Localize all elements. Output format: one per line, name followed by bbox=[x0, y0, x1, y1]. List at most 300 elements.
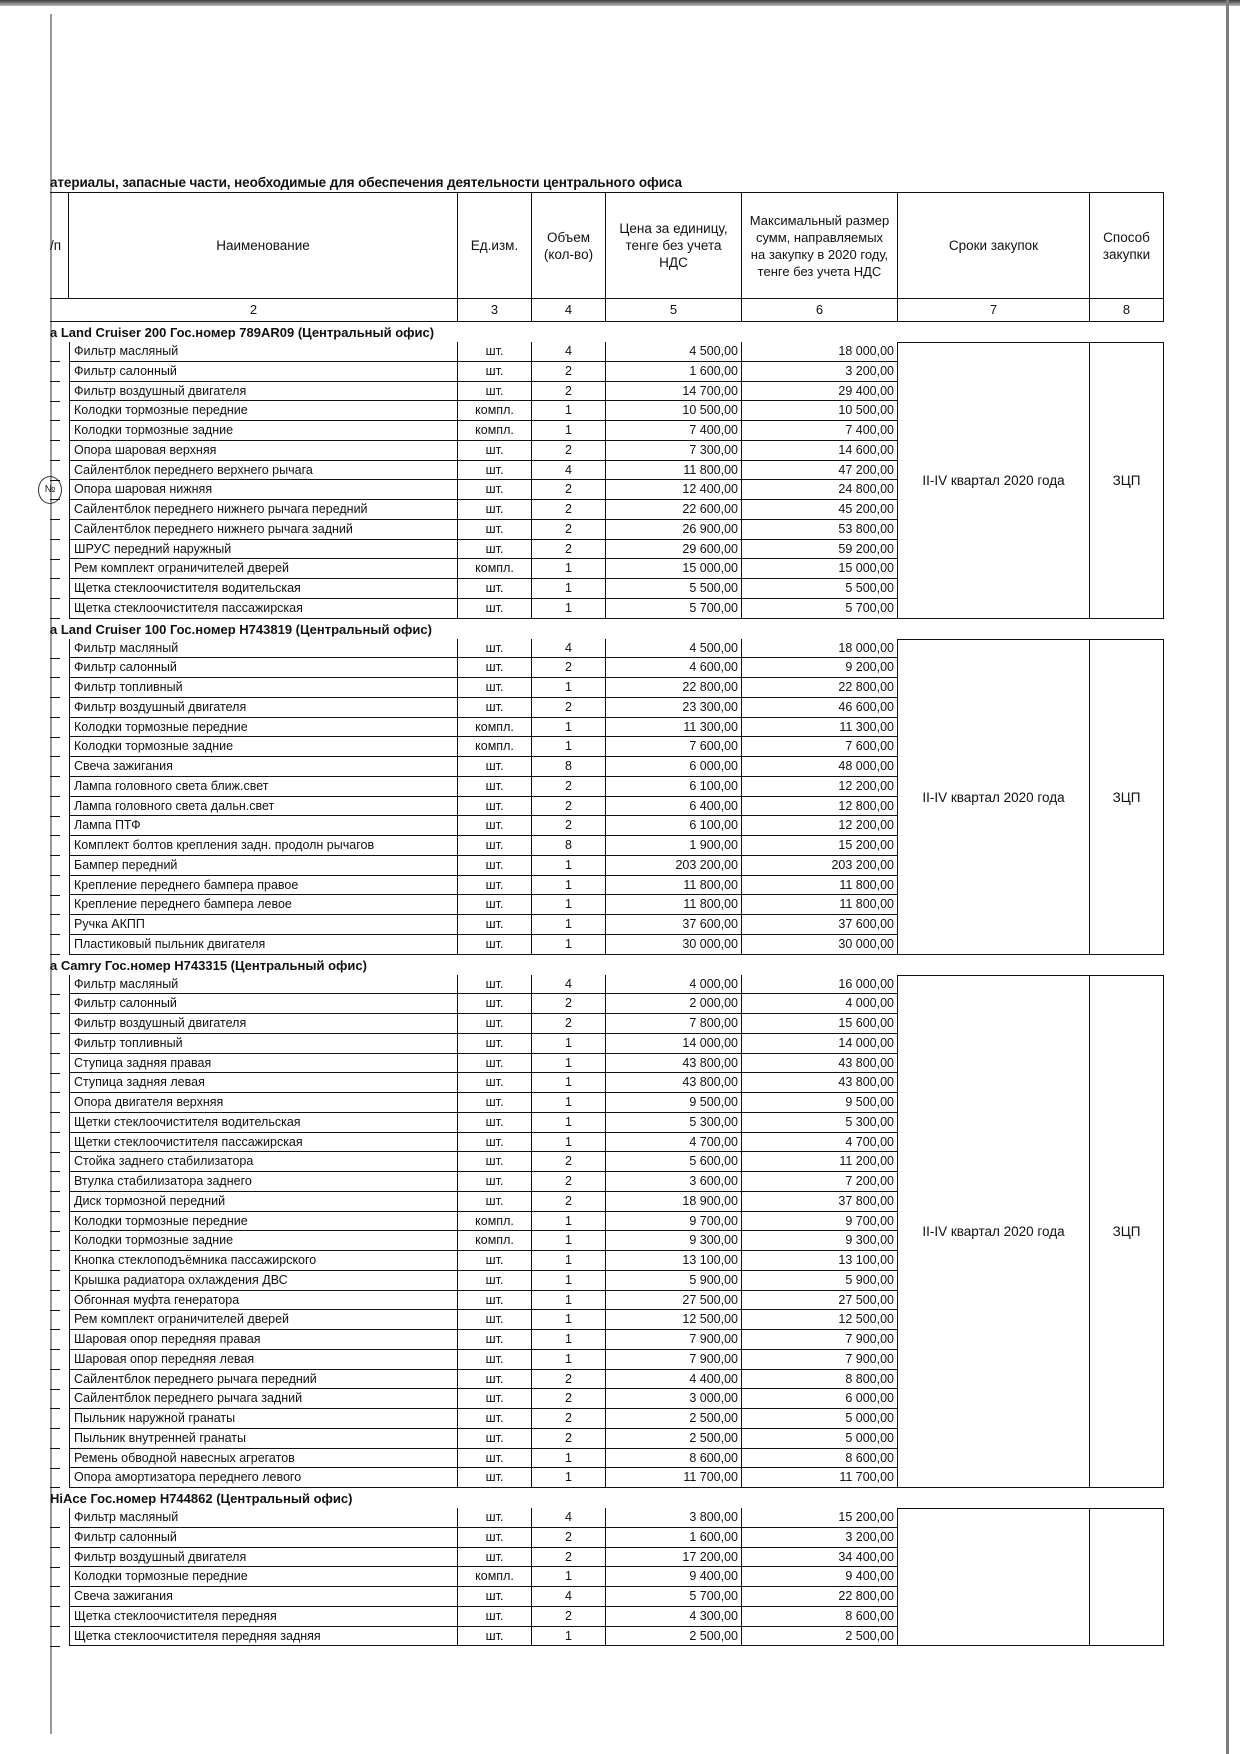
item-price: 1 600,00 bbox=[606, 362, 742, 382]
item-price: 5 900,00 bbox=[606, 1271, 742, 1291]
row-number-cell bbox=[50, 1034, 60, 1054]
item-name: Шаровая опор передняя левая bbox=[69, 1350, 458, 1370]
row-number-cell bbox=[50, 639, 60, 659]
item-max-sum: 12 800,00 bbox=[742, 797, 898, 816]
purchase-method bbox=[1090, 1508, 1164, 1646]
item-name: Фильтр топливный bbox=[69, 678, 458, 698]
item-qty: 1 bbox=[532, 421, 606, 441]
item-price: 29 600,00 bbox=[606, 540, 742, 559]
item-price: 2 500,00 bbox=[606, 1429, 742, 1449]
row-number-cell bbox=[50, 1627, 60, 1647]
colnum-2: 2 bbox=[50, 298, 458, 322]
item-max-sum: 22 800,00 bbox=[742, 1587, 898, 1607]
item-max-sum: 14 600,00 bbox=[742, 441, 898, 461]
item-name: Щетка стеклоочистителя пассажирская bbox=[69, 599, 458, 619]
purchase-method: ЗЦП bbox=[1090, 639, 1164, 955]
item-max-sum: 4 000,00 bbox=[742, 994, 898, 1014]
item-max-sum: 8 600,00 bbox=[742, 1607, 898, 1627]
item-unit: шт. bbox=[458, 1251, 532, 1271]
purchase-term bbox=[898, 1508, 1090, 1646]
item-qty: 2 bbox=[532, 382, 606, 401]
item-max-sum: 11 800,00 bbox=[742, 876, 898, 895]
item-unit: шт. bbox=[458, 678, 532, 698]
item-max-sum: 15 200,00 bbox=[742, 1508, 898, 1528]
item-name: Фильтр масляный bbox=[69, 1508, 458, 1528]
colnum-7: 7 bbox=[898, 298, 1090, 322]
header-price: Цена за единицу, тенге без учета НДС bbox=[606, 192, 742, 298]
item-unit: шт. bbox=[458, 1350, 532, 1370]
item-price: 2 500,00 bbox=[606, 1627, 742, 1646]
header-max: Максимальный размер сумм, направляемых на закупку в 2020 году, тенге без учета НДС bbox=[742, 192, 898, 298]
row-number-cell bbox=[50, 1370, 60, 1390]
row-number-cell bbox=[50, 1310, 60, 1330]
item-max-sum: 11 700,00 bbox=[742, 1468, 898, 1488]
item-price: 3 600,00 bbox=[606, 1172, 742, 1192]
purchase-method: ЗЦП bbox=[1090, 342, 1164, 619]
item-unit: шт. bbox=[458, 1014, 532, 1034]
item-qty: 1 bbox=[532, 1073, 606, 1093]
item-name: Фильтр масляный bbox=[69, 975, 458, 994]
item-qty: 1 bbox=[532, 1113, 606, 1133]
item-unit: шт. bbox=[458, 1073, 532, 1093]
item-price: 7 800,00 bbox=[606, 1014, 742, 1034]
item-qty: 1 bbox=[532, 678, 606, 698]
item-qty: 4 bbox=[532, 1508, 606, 1528]
item-qty: 1 bbox=[532, 1271, 606, 1291]
item-price: 4 400,00 bbox=[606, 1370, 742, 1389]
item-price: 26 900,00 bbox=[606, 520, 742, 540]
item-name: Фильтр воздушный двигателя bbox=[69, 1014, 458, 1034]
item-name: Щетка стеклоочистителя водительская bbox=[69, 579, 458, 599]
item-qty: 1 bbox=[532, 915, 606, 935]
item-unit: шт. bbox=[458, 797, 532, 816]
item-price: 11 800,00 bbox=[606, 876, 742, 895]
item-price: 22 800,00 bbox=[606, 678, 742, 698]
item-price: 9 300,00 bbox=[606, 1231, 742, 1251]
item-qty: 1 bbox=[532, 1133, 606, 1152]
item-price: 4 600,00 bbox=[606, 658, 742, 678]
item-unit: шт. bbox=[458, 816, 532, 836]
purchase-term: II-IV квартал 2020 года bbox=[898, 975, 1090, 1488]
item-price: 5 600,00 bbox=[606, 1152, 742, 1172]
item-price: 43 800,00 bbox=[606, 1054, 742, 1073]
item-price: 2 000,00 bbox=[606, 994, 742, 1014]
item-max-sum: 7 900,00 bbox=[742, 1350, 898, 1370]
item-name: Лампа головного света дальн.свет bbox=[69, 797, 458, 816]
item-qty: 8 bbox=[532, 757, 606, 777]
item-name: Опора амортизатора переднего левого bbox=[69, 1468, 458, 1488]
row-number-cell bbox=[50, 540, 60, 560]
item-unit: шт. bbox=[458, 975, 532, 994]
item-max-sum: 11 300,00 bbox=[742, 718, 898, 737]
item-name: Крепление переднего бампера левое bbox=[69, 895, 458, 915]
item-qty: 2 bbox=[532, 1370, 606, 1389]
item-name: Колодки тормозные передние bbox=[69, 401, 458, 421]
item-max-sum: 34 400,00 bbox=[742, 1548, 898, 1567]
item-qty: 2 bbox=[532, 520, 606, 540]
item-name: Фильтр салонный bbox=[69, 362, 458, 382]
item-max-sum: 5 300,00 bbox=[742, 1113, 898, 1133]
item-max-sum: 8 600,00 bbox=[742, 1449, 898, 1468]
item-qty: 1 bbox=[532, 1350, 606, 1370]
item-unit: шт. bbox=[458, 836, 532, 856]
item-max-sum: 30 000,00 bbox=[742, 935, 898, 955]
item-name: Крепление переднего бампера правое bbox=[69, 876, 458, 895]
row-number-cell bbox=[50, 1508, 60, 1528]
row-number-cell bbox=[50, 1093, 60, 1113]
item-max-sum: 4 700,00 bbox=[742, 1133, 898, 1152]
item-max-sum: 22 800,00 bbox=[742, 678, 898, 698]
item-name: Кнопка стеклоподъёмника пассажирского bbox=[69, 1251, 458, 1271]
item-price: 11 800,00 bbox=[606, 461, 742, 480]
item-qty: 2 bbox=[532, 797, 606, 816]
item-price: 17 200,00 bbox=[606, 1548, 742, 1567]
item-qty: 2 bbox=[532, 500, 606, 520]
item-unit: шт. bbox=[458, 382, 532, 401]
item-price: 37 600,00 bbox=[606, 915, 742, 935]
item-qty: 8 bbox=[532, 836, 606, 856]
item-unit: шт. bbox=[458, 1291, 532, 1310]
section-title: HiAce Гос.номер H744862 (Центральный офис) bbox=[50, 1491, 353, 1506]
item-name: Шаровая опор передняя правая bbox=[69, 1330, 458, 1350]
item-qty: 1 bbox=[532, 1627, 606, 1646]
item-qty: 2 bbox=[532, 1152, 606, 1172]
item-max-sum: 37 800,00 bbox=[742, 1192, 898, 1212]
item-max-sum: 53 800,00 bbox=[742, 520, 898, 540]
item-max-sum: 8 800,00 bbox=[742, 1370, 898, 1389]
item-max-sum: 18 000,00 bbox=[742, 639, 898, 658]
item-price: 7 400,00 bbox=[606, 421, 742, 441]
row-number-cell bbox=[50, 1548, 60, 1568]
row-number-cell bbox=[50, 1133, 60, 1153]
item-qty: 1 bbox=[532, 1567, 606, 1587]
item-qty: 1 bbox=[532, 1231, 606, 1251]
item-qty: 4 bbox=[532, 975, 606, 994]
item-name: Фильтр салонный bbox=[69, 994, 458, 1014]
row-number-cell bbox=[50, 1528, 60, 1548]
item-name: Ступица задняя левая bbox=[69, 1073, 458, 1093]
item-max-sum: 46 600,00 bbox=[742, 698, 898, 718]
item-name: Пыльник внутренней гранаты bbox=[69, 1429, 458, 1449]
row-number-cell bbox=[50, 718, 60, 738]
row-number-cell bbox=[50, 935, 60, 955]
row-number-cell bbox=[50, 1409, 60, 1429]
section-title: а Camry Гос.номер H743315 (Центральный офис) bbox=[50, 957, 367, 973]
item-price: 3 800,00 bbox=[606, 1508, 742, 1528]
item-max-sum: 45 200,00 bbox=[742, 500, 898, 520]
colnum-3: 3 bbox=[458, 298, 532, 322]
row-number-cell bbox=[50, 975, 60, 995]
item-qty: 2 bbox=[532, 698, 606, 718]
item-unit: компл. bbox=[458, 737, 532, 757]
item-name: Рем комплект ограничителей дверей bbox=[69, 1310, 458, 1330]
item-name: Сайлентблок переднего нижнего рычага передний bbox=[69, 500, 458, 520]
item-price: 13 100,00 bbox=[606, 1251, 742, 1271]
item-price: 27 500,00 bbox=[606, 1291, 742, 1310]
item-qty: 4 bbox=[532, 1587, 606, 1607]
item-name: Колодки тормозные задние bbox=[69, 421, 458, 441]
item-qty: 2 bbox=[532, 1172, 606, 1192]
registration-stamp: № bbox=[38, 476, 62, 504]
item-max-sum: 24 800,00 bbox=[742, 480, 898, 500]
item-qty: 2 bbox=[532, 1607, 606, 1627]
item-max-sum: 48 000,00 bbox=[742, 757, 898, 777]
item-unit: компл. bbox=[458, 559, 532, 579]
row-number-cell bbox=[50, 836, 60, 856]
item-qty: 2 bbox=[532, 777, 606, 797]
row-number-cell bbox=[50, 1271, 60, 1291]
item-max-sum: 15 200,00 bbox=[742, 836, 898, 856]
item-name: Рем комплект ограничителей дверей bbox=[69, 559, 458, 579]
row-number-cell bbox=[50, 520, 60, 540]
item-unit: шт. bbox=[458, 1468, 532, 1488]
document-title: атериалы, запасные части, необходимые для обеспечения деятельности центрального офиса bbox=[50, 175, 682, 190]
row-number-cell bbox=[50, 1429, 60, 1449]
item-price: 8 600,00 bbox=[606, 1449, 742, 1468]
row-number-cell bbox=[50, 876, 60, 896]
item-qty: 1 bbox=[532, 1291, 606, 1310]
item-unit: шт. bbox=[458, 994, 532, 1014]
item-unit: шт. bbox=[458, 856, 532, 876]
item-max-sum: 43 800,00 bbox=[742, 1054, 898, 1073]
item-max-sum: 37 600,00 bbox=[742, 915, 898, 935]
item-name: Фильтр масляный bbox=[69, 639, 458, 658]
item-qty: 2 bbox=[532, 994, 606, 1014]
item-max-sum: 11 800,00 bbox=[742, 895, 898, 915]
item-price: 11 300,00 bbox=[606, 718, 742, 737]
item-unit: шт. bbox=[458, 1389, 532, 1409]
item-unit: компл. bbox=[458, 1212, 532, 1231]
row-number-cell bbox=[50, 1054, 60, 1074]
row-number-cell bbox=[50, 559, 60, 579]
item-price: 12 500,00 bbox=[606, 1310, 742, 1330]
item-unit: шт. bbox=[458, 935, 532, 955]
item-max-sum: 15 600,00 bbox=[742, 1014, 898, 1034]
item-name: Щетка стеклоочистителя передняя задняя bbox=[69, 1627, 458, 1646]
item-price: 14 000,00 bbox=[606, 1034, 742, 1054]
row-number-cell bbox=[50, 1113, 60, 1133]
item-price: 5 500,00 bbox=[606, 579, 742, 599]
colnum-5: 5 bbox=[606, 298, 742, 322]
item-qty: 1 bbox=[532, 401, 606, 421]
item-qty: 4 bbox=[532, 461, 606, 480]
item-unit: шт. bbox=[458, 757, 532, 777]
item-unit: шт. bbox=[458, 777, 532, 797]
item-price: 6 100,00 bbox=[606, 777, 742, 797]
row-number-cell bbox=[50, 757, 60, 777]
item-unit: шт. bbox=[458, 698, 532, 718]
item-price: 18 900,00 bbox=[606, 1192, 742, 1212]
row-number-cell bbox=[50, 1587, 60, 1607]
item-qty: 1 bbox=[532, 1054, 606, 1073]
item-max-sum: 3 200,00 bbox=[742, 362, 898, 382]
row-number-cell bbox=[50, 1073, 60, 1093]
item-name: Щетки стеклоочистителя водительская bbox=[69, 1113, 458, 1133]
item-price: 5 700,00 bbox=[606, 1587, 742, 1607]
item-price: 7 900,00 bbox=[606, 1350, 742, 1370]
item-qty: 2 bbox=[532, 540, 606, 559]
row-number-cell bbox=[50, 1330, 60, 1350]
row-number-cell bbox=[50, 599, 60, 619]
item-qty: 1 bbox=[532, 1251, 606, 1271]
item-unit: шт. bbox=[458, 1587, 532, 1607]
item-max-sum: 3 200,00 bbox=[742, 1528, 898, 1548]
item-name: Сайлентблок переднего рычага передний bbox=[69, 1370, 458, 1389]
item-max-sum: 5 700,00 bbox=[742, 599, 898, 619]
row-number-cell bbox=[50, 777, 60, 797]
item-price: 2 500,00 bbox=[606, 1409, 742, 1429]
item-max-sum: 47 200,00 bbox=[742, 461, 898, 480]
item-max-sum: 29 400,00 bbox=[742, 382, 898, 401]
item-unit: шт. bbox=[458, 1133, 532, 1152]
item-name: Диск тормозной передний bbox=[69, 1192, 458, 1212]
item-qty: 2 bbox=[532, 658, 606, 678]
item-qty: 1 bbox=[532, 1330, 606, 1350]
item-max-sum: 2 500,00 bbox=[742, 1627, 898, 1646]
header-num: /п bbox=[50, 192, 69, 298]
item-max-sum: 203 200,00 bbox=[742, 856, 898, 876]
item-max-sum: 13 100,00 bbox=[742, 1251, 898, 1271]
item-name: Свеча зажигания bbox=[69, 1587, 458, 1607]
item-name: Опора шаровая верхняя bbox=[69, 441, 458, 461]
row-number-cell bbox=[50, 382, 60, 402]
row-number-cell bbox=[50, 421, 60, 441]
item-max-sum: 12 200,00 bbox=[742, 777, 898, 797]
row-number-cell bbox=[50, 1350, 60, 1370]
item-qty: 1 bbox=[532, 579, 606, 599]
item-unit: шт. bbox=[458, 1409, 532, 1429]
row-number-cell bbox=[50, 401, 60, 421]
item-unit: шт. bbox=[458, 1528, 532, 1548]
item-name: Сайлентблок переднего верхнего рычага bbox=[69, 461, 458, 480]
item-max-sum: 7 600,00 bbox=[742, 737, 898, 757]
item-unit: шт. bbox=[458, 1627, 532, 1646]
item-name: Фильтр салонный bbox=[69, 1528, 458, 1548]
row-number-cell bbox=[50, 737, 60, 757]
item-unit: компл. bbox=[458, 421, 532, 441]
item-name: Фильтр салонный bbox=[69, 658, 458, 678]
item-name: Комплект болтов крепления задн. продолн рычагов bbox=[69, 836, 458, 856]
item-max-sum: 12 200,00 bbox=[742, 816, 898, 836]
row-number-cell bbox=[50, 1231, 60, 1251]
item-name: Пластиковый пыльник двигателя bbox=[69, 935, 458, 955]
item-qty: 1 bbox=[532, 1034, 606, 1054]
item-unit: шт. bbox=[458, 1034, 532, 1054]
item-price: 9 400,00 bbox=[606, 1567, 742, 1587]
item-price: 15 000,00 bbox=[606, 559, 742, 579]
item-unit: шт. bbox=[458, 362, 532, 382]
item-name: Колодки тормозные задние bbox=[69, 1231, 458, 1251]
item-unit: шт. bbox=[458, 1271, 532, 1291]
item-unit: шт. bbox=[458, 1548, 532, 1567]
item-unit: шт. bbox=[458, 599, 532, 619]
item-name: Опора двигателя верхняя bbox=[69, 1093, 458, 1113]
item-name: Пыльник наружной гранаты bbox=[69, 1409, 458, 1429]
item-unit: шт. bbox=[458, 639, 532, 658]
item-qty: 1 bbox=[532, 1310, 606, 1330]
item-name: Лампа ПТФ bbox=[69, 816, 458, 836]
item-price: 6 000,00 bbox=[606, 757, 742, 777]
item-qty: 1 bbox=[532, 599, 606, 619]
row-number-cell bbox=[50, 1152, 60, 1172]
item-max-sum: 5 000,00 bbox=[742, 1409, 898, 1429]
item-price: 11 700,00 bbox=[606, 1468, 742, 1488]
item-max-sum: 9 300,00 bbox=[742, 1231, 898, 1251]
header-qty: Объем (кол-во) bbox=[532, 192, 606, 298]
section-title: а Land Cruiser 100 Гос.номер H743819 (Центральный офис) bbox=[50, 621, 432, 637]
item-name: Фильтр воздушный двигателя bbox=[69, 382, 458, 401]
row-number-cell bbox=[50, 1468, 60, 1488]
item-qty: 1 bbox=[532, 876, 606, 895]
item-qty: 4 bbox=[532, 342, 606, 362]
item-qty: 2 bbox=[532, 816, 606, 836]
item-price: 9 500,00 bbox=[606, 1093, 742, 1113]
item-unit: шт. bbox=[458, 1370, 532, 1389]
row-number-cell bbox=[50, 500, 60, 520]
item-unit: компл. bbox=[458, 718, 532, 737]
item-unit: шт. bbox=[458, 658, 532, 678]
item-unit: шт. bbox=[458, 342, 532, 362]
item-unit: шт. bbox=[458, 520, 532, 540]
item-unit: шт. bbox=[458, 579, 532, 599]
row-number-cell bbox=[50, 362, 60, 382]
row-number-cell bbox=[50, 994, 60, 1014]
item-name: Лампа головного света ближ.свет bbox=[69, 777, 458, 797]
item-unit: компл. bbox=[458, 401, 532, 421]
item-qty: 4 bbox=[532, 639, 606, 658]
item-max-sum: 43 800,00 bbox=[742, 1073, 898, 1093]
row-number-cell bbox=[50, 579, 60, 599]
item-unit: шт. bbox=[458, 895, 532, 915]
row-number-cell bbox=[50, 1607, 60, 1627]
item-unit: шт. bbox=[458, 1330, 532, 1350]
header-method: Способ закупки bbox=[1090, 192, 1164, 298]
item-price: 10 500,00 bbox=[606, 401, 742, 421]
item-qty: 1 bbox=[532, 1093, 606, 1113]
item-max-sum: 15 000,00 bbox=[742, 559, 898, 579]
row-number-cell bbox=[50, 1212, 60, 1232]
item-unit: шт. bbox=[458, 1310, 532, 1330]
item-max-sum: 6 000,00 bbox=[742, 1389, 898, 1409]
purchase-method: ЗЦП bbox=[1090, 975, 1164, 1488]
item-price: 23 300,00 bbox=[606, 698, 742, 718]
item-max-sum: 5 900,00 bbox=[742, 1271, 898, 1291]
row-number-cell bbox=[50, 1192, 60, 1212]
colnum-6: 6 bbox=[742, 298, 898, 322]
item-price: 4 700,00 bbox=[606, 1133, 742, 1152]
item-name: Сайлентблок переднего нижнего рычага задний bbox=[69, 520, 458, 540]
item-max-sum: 7 400,00 bbox=[742, 421, 898, 441]
header-term: Сроки закупок bbox=[898, 192, 1090, 298]
item-name: Колодки тормозные передние bbox=[69, 1212, 458, 1231]
item-unit: шт. bbox=[458, 480, 532, 500]
item-name: Крышка радиатора охлаждения ДВС bbox=[69, 1271, 458, 1291]
item-price: 30 000,00 bbox=[606, 935, 742, 955]
item-name: Обгонная муфта генератора bbox=[69, 1291, 458, 1310]
row-number-cell bbox=[50, 797, 60, 817]
item-unit: шт. bbox=[458, 500, 532, 520]
item-name: Фильтр воздушный двигателя bbox=[69, 698, 458, 718]
item-unit: шт. bbox=[458, 915, 532, 935]
item-qty: 1 bbox=[532, 856, 606, 876]
item-name: Опора шаровая нижняя bbox=[69, 480, 458, 500]
item-price: 1 900,00 bbox=[606, 836, 742, 856]
item-qty: 1 bbox=[532, 718, 606, 737]
item-max-sum: 5 000,00 bbox=[742, 1429, 898, 1449]
item-max-sum: 10 500,00 bbox=[742, 401, 898, 421]
item-name: Колодки тормозные передние bbox=[69, 718, 458, 737]
header-name: Наименование bbox=[69, 192, 458, 298]
